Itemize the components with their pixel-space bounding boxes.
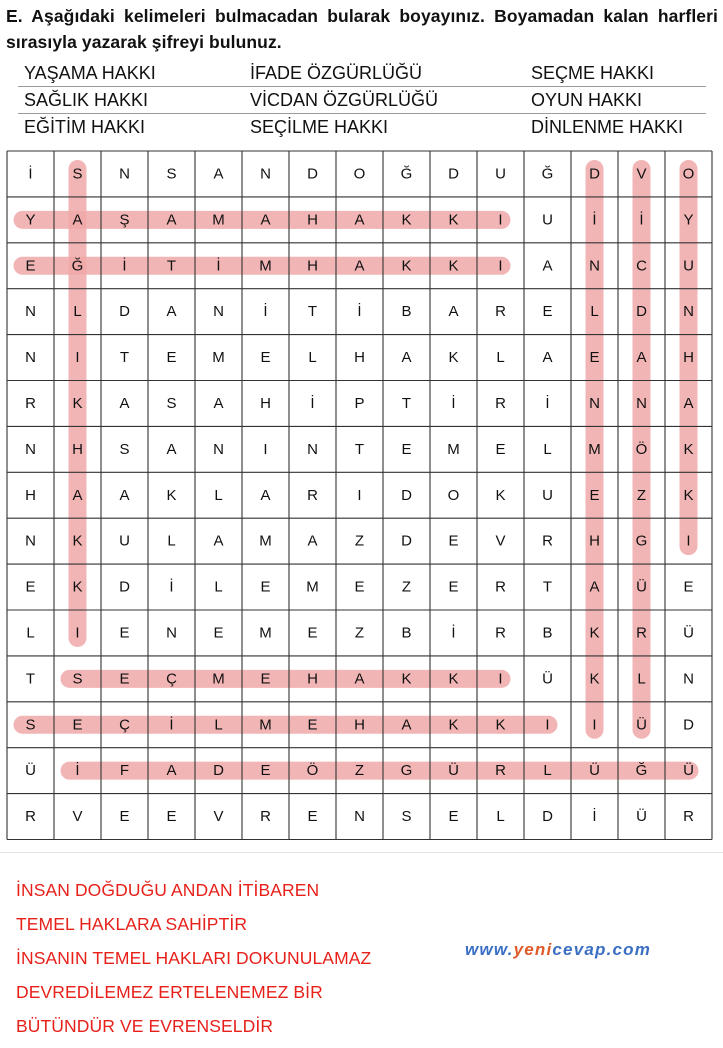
grid-cell-letter: İ (357, 303, 362, 321)
grid-cell-letter: K (401, 670, 412, 688)
grid-cell-letter: S (119, 440, 130, 458)
grid-cell-letter: E (401, 440, 412, 458)
grid-cell-letter: D (542, 808, 553, 826)
grid-cell-letter: R (542, 532, 553, 550)
divider (0, 852, 723, 853)
word-item: SEÇİLME HAKKI (250, 117, 389, 137)
grid-cell-letter: I (498, 211, 503, 229)
grid-cell-letter: Ö (306, 762, 319, 780)
grid-cell-letter: İ (639, 211, 644, 229)
grid-cell-letter: N (25, 440, 36, 458)
grid-cell-letter: Ü (25, 762, 36, 780)
grid-cell-letter: L (496, 349, 505, 367)
grid-cell-letter: L (214, 486, 223, 504)
grid-cell-letter: U (683, 257, 694, 275)
word-highlight (14, 716, 558, 734)
grid-cell-letter: U (119, 532, 130, 550)
grid-cell-letter: H (354, 716, 365, 734)
grid-cell-letter: E (72, 716, 83, 734)
answer-line: İNSANIN TEMEL HAKLARI DOKUNULAMAZ (16, 948, 372, 968)
word-item: OYUN HAKKI (531, 90, 643, 110)
grid-cell-letter: G (635, 532, 648, 550)
grid-cell-letter: K (448, 211, 459, 229)
grid-cell-letter: I (263, 440, 268, 458)
grid-cell-letter: L (167, 532, 176, 550)
grid-cell-letter: K (401, 211, 412, 229)
grid-cell-letter: U (495, 165, 506, 183)
grid-cell-letter: M (212, 670, 225, 688)
grid-cell-letter: B (542, 624, 553, 642)
grid-cell-letter: M (259, 624, 272, 642)
grid-cell-letter: A (683, 394, 694, 412)
grid-cell-letter: Ç (119, 716, 130, 734)
grid-cell-letter: G (400, 762, 413, 780)
grid-cell-letter: H (589, 532, 600, 550)
grid-cell-letter: K (448, 716, 459, 734)
grid-cell-letter: R (495, 394, 506, 412)
instruction-text: E. Aşağıdaki kelimeleri bulmacadan bularak boyayınız. Boyamadan kalan harfleri sırasıyla yazarak şifreyi bulunuz. (6, 6, 718, 52)
grid-cell-letter: A (354, 211, 365, 229)
grid-cell-letter: N (119, 165, 130, 183)
grid-cell-letter: Ü (636, 578, 647, 596)
grid-cell-letter: K (448, 349, 459, 367)
grid-cell-letter: E (25, 257, 36, 275)
grid-cell-letter: N (307, 440, 318, 458)
grid-cell-letter: L (214, 578, 223, 596)
grid-cell-letter: İ (263, 303, 268, 321)
grid-cell-letter: A (354, 257, 365, 275)
grid-cell-letter: A (542, 349, 553, 367)
grid-cell-letter: D (213, 762, 224, 780)
grid-cell-letter: D (683, 716, 694, 734)
grid-cell-letter: Ü (542, 670, 553, 688)
grid-cell-letter: Z (636, 486, 647, 504)
grid-cell-letter: T (307, 303, 318, 321)
grid-cell-letter: I (498, 257, 503, 275)
grid-cell-letter: D (119, 578, 130, 596)
grid-cell-letter: I (592, 716, 597, 734)
grid-cell-letter: I (357, 486, 362, 504)
word-item: İFADE ÖZGÜRLÜĞÜ (250, 63, 423, 83)
grid-cell-letter: K (683, 440, 694, 458)
grid-cell-letter: R (495, 624, 506, 642)
grid-cell-letter: A (542, 257, 553, 275)
grid-cell-letter: I (545, 716, 550, 734)
grid-cell-letter: Z (354, 532, 365, 550)
grid-cell-letter: Ö (635, 440, 648, 458)
grid-cell-letter: K (589, 624, 600, 642)
grid-cell-letter: Y (25, 211, 36, 229)
grid-cell-letter: A (213, 394, 224, 412)
grid-cell-letter: Ğ (71, 257, 84, 275)
grid-cell-letter: A (307, 532, 318, 550)
grid-cell-letter: E (260, 670, 271, 688)
grid-cell-letter: Ğ (400, 165, 413, 183)
grid-cell-letter: K (495, 716, 506, 734)
grid-cell-letter: R (25, 394, 36, 412)
grid-cell-letter: H (25, 486, 36, 504)
grid-cell-letter: A (119, 486, 130, 504)
word-item: SAĞLIK HAKKI (24, 90, 149, 110)
grid-cell-letter: B (401, 624, 412, 642)
grid-cell-letter: E (683, 578, 694, 596)
grid-cell-letter: N (213, 303, 224, 321)
grid-cell-letter: D (119, 303, 130, 321)
grid-cell-letter: N (683, 670, 694, 688)
grid-cell-letter: Ğ (635, 762, 648, 780)
grid-cell-letter: S (25, 716, 36, 734)
grid-cell-letter: A (636, 349, 647, 367)
grid-cell-letter: Ü (589, 762, 600, 780)
grid-cell-letter: T (166, 257, 177, 275)
grid-cell-letter: D (589, 165, 600, 183)
grid-cell-letter: N (213, 440, 224, 458)
grid-cell-letter: İ (169, 716, 174, 734)
grid-cell-letter: K (448, 257, 459, 275)
grid-cell-letter: I (498, 670, 503, 688)
grid-cell-letter: L (308, 349, 317, 367)
grid-cell-letter: A (166, 440, 177, 458)
grid-cell-letter: M (212, 211, 225, 229)
grid-cell-letter: H (354, 349, 365, 367)
grid-cell-letter: H (307, 211, 318, 229)
grid-cell-letter: A (260, 211, 271, 229)
grid-cell-letter: İ (592, 808, 597, 826)
grid-cell-letter: R (636, 624, 647, 642)
grid-cell-letter: O (353, 165, 366, 183)
grid-cell-letter: İ (216, 257, 221, 275)
grid-cell-letter: E (495, 440, 506, 458)
grid-cell-letter: K (72, 532, 83, 550)
grid-cell-letter: M (588, 440, 601, 458)
word-item: SEÇME HAKKI (531, 63, 655, 83)
grid-cell-letter: A (589, 578, 600, 596)
grid-cell-letter: A (166, 762, 177, 780)
grid-cell-letter: K (589, 670, 600, 688)
grid-cell-letter: Ü (636, 716, 647, 734)
grid-cell-letter: S (401, 808, 412, 826)
grid-cell-letter: M (259, 716, 272, 734)
grid-cell-letter: K (448, 670, 459, 688)
grid-cell-letter: N (260, 165, 271, 183)
grid-cell-letter: L (73, 303, 82, 321)
grid-cell-letter: Ü (683, 762, 694, 780)
grid-cell-letter: E (166, 808, 177, 826)
answer-text (16, 873, 476, 1043)
grid-cell-letter: A (401, 349, 412, 367)
grid-cell-letter: Z (401, 578, 412, 596)
grid-cell-letter: V (72, 808, 83, 826)
word-item: DİNLENME HAKKI (531, 117, 684, 137)
grid-cell-letter: E (354, 578, 365, 596)
grid-cell-letter: Z (354, 762, 365, 780)
grid-cell-letter: Y (683, 211, 694, 229)
grid-cell-letter: M (447, 440, 460, 458)
grid-cell-letter: Ü (636, 808, 647, 826)
grid-cell-letter: R (495, 762, 506, 780)
grid-cell-letter: S (72, 165, 83, 183)
grid-cell-letter: S (72, 670, 83, 688)
grid-cell-letter: E (119, 670, 130, 688)
grid-cell-letter: C (636, 257, 647, 275)
watermark-suffix: cevap.com (552, 940, 652, 959)
grid-cell-letter: T (25, 670, 36, 688)
grid-cell-letter: A (166, 303, 177, 321)
grid-cell-letter: H (260, 394, 271, 412)
grid-cell-letter: S (166, 394, 177, 412)
answer-line: TEMEL HAKLARA SAHİPTİR (16, 914, 248, 934)
grid-cell-letter: T (401, 394, 412, 412)
grid-cell-letter: L (637, 670, 646, 688)
grid-cell-letter: L (543, 762, 552, 780)
grid-cell-letter: A (401, 716, 412, 734)
grid-cell-letter: İ (592, 211, 597, 229)
grid-cell-letter: E (166, 349, 177, 367)
grid-cell-letter: K (72, 578, 83, 596)
grid-cell-letter: T (119, 349, 130, 367)
grid-cell-letter: R (25, 808, 36, 826)
grid-cell-letter: I (686, 532, 691, 550)
grid-cell-letter: A (213, 532, 224, 550)
grid-cell-letter: V (636, 165, 647, 183)
grid-cell-letter: Ş (119, 211, 130, 229)
word-highlight (61, 762, 699, 780)
grid-cell-letter: R (495, 303, 506, 321)
grid-cell-letter: H (72, 440, 83, 458)
grid-cell-letter: K (72, 394, 83, 412)
grid-cell-letter: Ğ (541, 165, 554, 183)
grid-cell-letter: H (683, 349, 694, 367)
grid-cell-letter: D (307, 165, 318, 183)
grid-cell-letter: H (307, 670, 318, 688)
grid-cell-letter: İ (310, 394, 315, 412)
grid-cell-letter: E (260, 349, 271, 367)
answer-line: BÜTÜNDÜR VE EVRENSELDİR (16, 1016, 274, 1036)
site-watermark (465, 940, 651, 960)
grid-cell-letter: F (119, 762, 130, 780)
grid-cell-letter: E (307, 716, 318, 734)
grid-cell-letter: E (25, 578, 36, 596)
grid-cell-letter: M (212, 349, 225, 367)
grid-cell-letter: L (543, 440, 552, 458)
grid-cell-letter: E (119, 624, 130, 642)
word-item: VİCDAN ÖZGÜRLÜĞÜ (250, 90, 439, 110)
grid-cell-letter: İ (28, 165, 33, 183)
grid-cell-letter: İ (75, 762, 80, 780)
grid-cell-letter: N (683, 303, 694, 321)
grid-cell-letter: U (542, 211, 553, 229)
grid-cell-letter: A (213, 165, 224, 183)
answer-line: İNSAN DOĞDUĞU ANDAN İTİBAREN (16, 880, 320, 900)
grid-cell-letter: V (213, 808, 224, 826)
grid-cell-letter: R (307, 486, 318, 504)
grid-cell-letter: N (25, 532, 36, 550)
grid-cell-letter: E (542, 303, 553, 321)
grid-cell-letter: N (354, 808, 365, 826)
grid-cell-letter: K (495, 486, 506, 504)
word-item: YAŞAMA HAKKI (24, 63, 156, 83)
grid-cell-letter: N (25, 303, 36, 321)
grid-cell-letter: M (306, 578, 319, 596)
grid-cell-letter: P (354, 394, 365, 412)
grid-cell-letter: N (636, 394, 647, 412)
grid-cell-letter: İ (451, 624, 456, 642)
grid-cell-letter: K (401, 257, 412, 275)
grid-cell-letter: O (682, 165, 695, 183)
grid-cell-letter: T (542, 578, 553, 596)
grid-cell-letter: I (75, 349, 80, 367)
grid-cell-letter: İ (169, 578, 174, 596)
grid-cell-letter: M (259, 257, 272, 275)
grid-cell-letter: N (589, 394, 600, 412)
grid-cell-letter: A (119, 394, 130, 412)
grid-cell-letter: E (589, 349, 600, 367)
grid-cell-letter: E (589, 486, 600, 504)
answer-line: DEVREDİLEMEZ ERTELENEMEZ BİR (16, 982, 323, 1002)
grid-cell-letter: A (72, 486, 83, 504)
grid-cell-letter: A (448, 303, 459, 321)
grid-cell-letter: T (354, 440, 365, 458)
grid-cell-letter: E (119, 808, 130, 826)
grid-cell-letter: A (260, 486, 271, 504)
grid-cell-letter: E (260, 578, 271, 596)
grid-cell-letter: İ (451, 394, 456, 412)
grid-cell-letter: E (448, 578, 459, 596)
grid-cell-letter: L (26, 624, 35, 642)
grid-cell-letter: U (542, 486, 553, 504)
grid-cell-letter: E (307, 808, 318, 826)
grid-cell-letter: Z (354, 624, 365, 642)
grid-cell-letter: E (213, 624, 224, 642)
grid-cell-letter: A (72, 211, 83, 229)
grid-cell-letter: E (448, 808, 459, 826)
grid-cell-letter: E (307, 624, 318, 642)
grid-cell-letter: R (683, 808, 694, 826)
grid-cell-letter: L (214, 716, 223, 734)
grid-cell-letter: Ü (683, 624, 694, 642)
grid-cell-letter: H (307, 257, 318, 275)
grid-cell-letter: V (495, 532, 506, 550)
watermark-prefix: www. (465, 940, 514, 959)
grid-cell-letter: İ (122, 257, 127, 275)
grid-cell-letter: N (25, 349, 36, 367)
grid-cell-letter: D (401, 532, 412, 550)
grid-cell-letter: M (259, 532, 272, 550)
word-item: EĞİTİM HAKKI (24, 117, 146, 137)
grid-cell-letter: D (448, 165, 459, 183)
grid-cell-letter: E (260, 762, 271, 780)
grid-cell-letter: E (448, 532, 459, 550)
grid-letters (25, 164, 694, 825)
watermark-highlight: yeni (513, 940, 553, 959)
grid-cell-letter: R (495, 578, 506, 596)
grid-cell-letter: N (589, 257, 600, 275)
grid-cell-letter: S (166, 165, 177, 183)
grid-cell-letter: A (354, 670, 365, 688)
grid-cell-letter: A (166, 211, 177, 229)
grid-cell-letter: O (447, 486, 460, 504)
grid-cell-letter: N (166, 624, 177, 642)
grid-cell-letter: Ç (166, 670, 177, 688)
grid-cell-letter: B (401, 303, 412, 321)
grid-cell-letter: K (166, 486, 177, 504)
grid-cell-letter: L (590, 303, 599, 321)
grid-cell-letter: D (636, 303, 647, 321)
grid-cell-letter: K (683, 486, 694, 504)
grid-cell-letter: D (401, 486, 412, 504)
grid-cell-letter: I (75, 624, 80, 642)
grid-cell-letter: İ (545, 394, 550, 412)
grid-cell-letter: Ü (448, 762, 459, 780)
grid-cell-letter: R (260, 808, 271, 826)
grid-cell-letter: L (496, 808, 505, 826)
